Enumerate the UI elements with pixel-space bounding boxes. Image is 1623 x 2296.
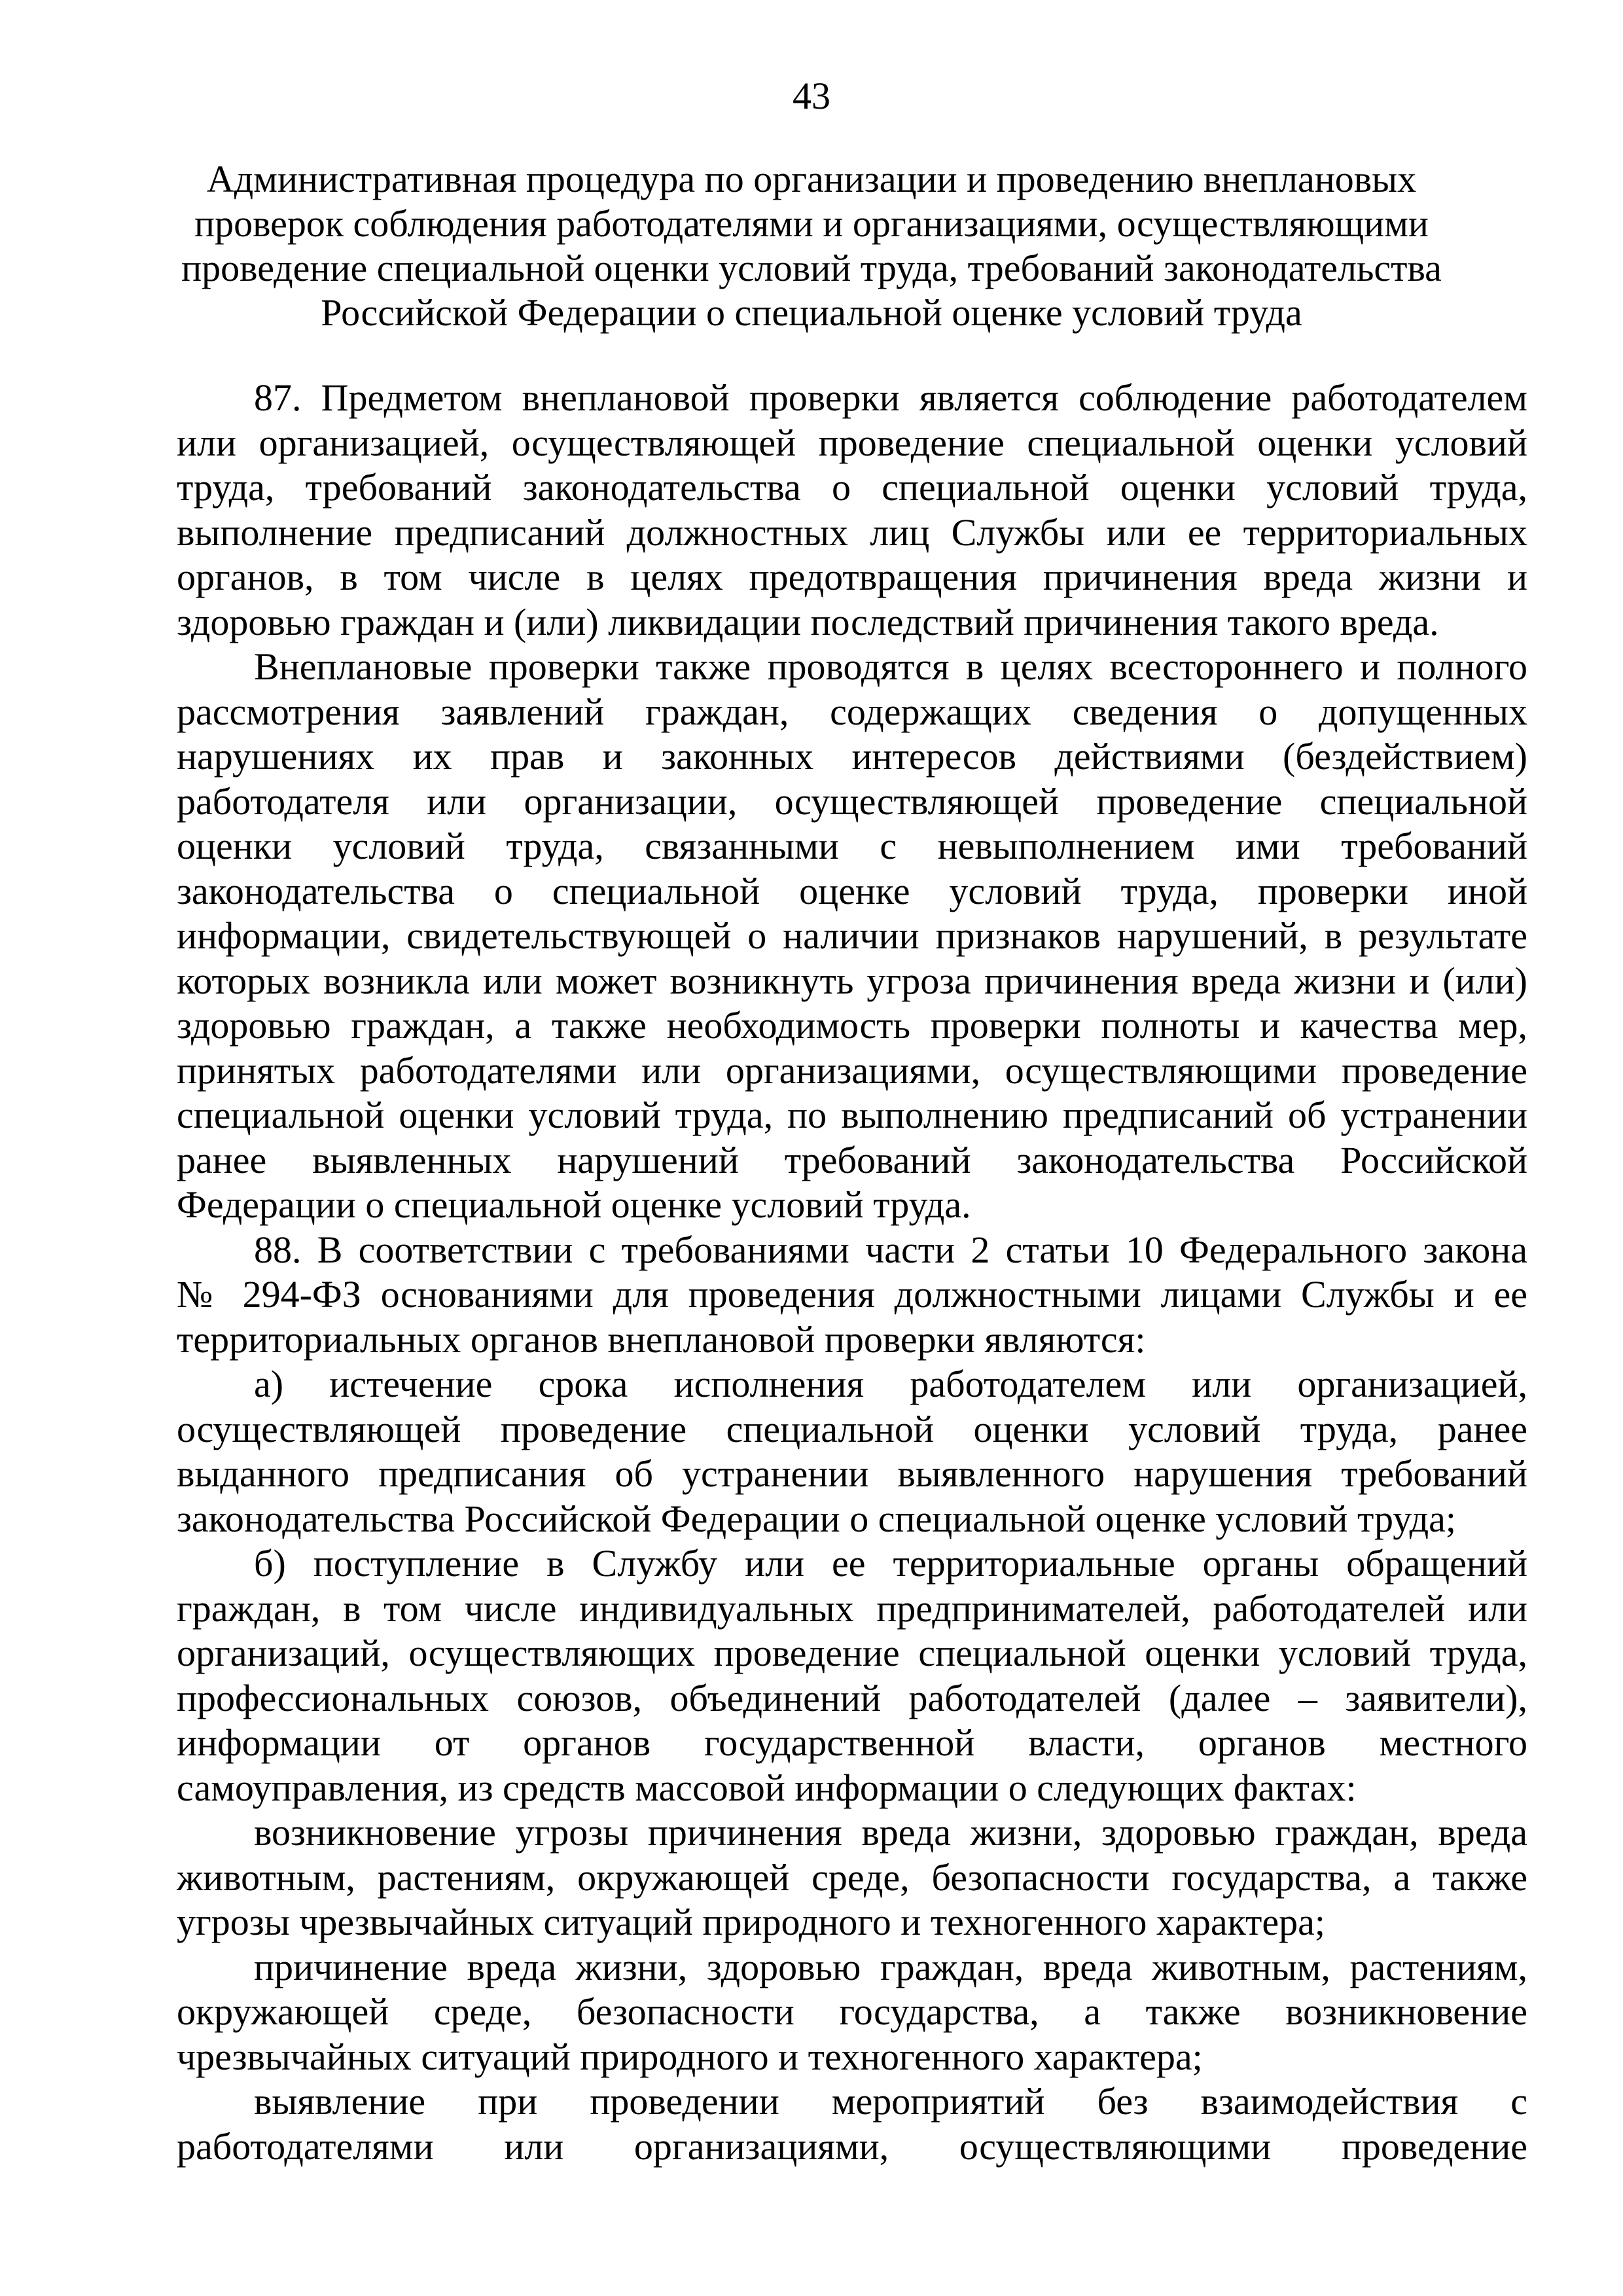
- text-line: органов, в том числе в целях предотвращения причинения вреда жизни и: [177, 556, 1527, 598]
- paragraph: [177, 1810, 1527, 1945]
- text-line: которых возникла или может возникнуть угроза причинения вреда жизни и (или): [177, 959, 1527, 1002]
- text-line: выданного предписания об устранении выявленного нарушения требований: [177, 1452, 1527, 1495]
- text-line: здоровью граждан и (или) ликвидации последствий причинения такого вреда.: [177, 600, 1439, 643]
- text-line: возникновение угрозы причинения вреда жизни, здоровью граждан, вреда: [254, 1811, 1527, 1854]
- page-number: 43: [793, 75, 830, 117]
- text-line: выполнение предписаний должностных лиц Службы или ее территориальных: [177, 511, 1527, 554]
- text-line: граждан, в том числе индивидуальных предпринимателей, работодателей или: [177, 1587, 1527, 1630]
- text-line: оценки условий труда, связанными с невыполнением ими требований: [177, 825, 1527, 867]
- paragraph: [177, 1362, 1527, 1541]
- paragraph: [177, 645, 1527, 1228]
- text-line: Внеплановые проверки также проводятся в целях всестороннего и полного: [254, 645, 1527, 688]
- text-line: 87. Предметом внеплановой проверки является соблюдение работодателем: [254, 376, 1527, 419]
- heading-line: Российской Федерации о специальной оценке условий труда: [321, 291, 1302, 334]
- text-line: работодателями или организациями, осуществляющими проведение: [177, 2125, 1527, 2168]
- section-heading: [164, 157, 1459, 335]
- text-line: информации, свидетельствующей о наличии признаков нарушений, в результате: [177, 914, 1527, 957]
- text-line: законодательства Российской Федерации о специальной оценке условий труда;: [177, 1497, 1456, 1540]
- text-line: здоровью граждан, а также необходимость проверки полноты и качества мер,: [177, 1004, 1527, 1047]
- paragraph: [177, 376, 1527, 645]
- text-line: б) поступление в Службу или ее территориальные органы обращений: [254, 1542, 1527, 1585]
- text-line: рассмотрения заявлений граждан, содержащих сведения о допущенных: [177, 690, 1527, 733]
- heading-line: проведение специальной оценки условий труда, требований законодательства: [181, 247, 1442, 289]
- text-line: информации от органов государственной власти, органов местного: [177, 1721, 1527, 1764]
- heading-line: проверок соблюдения работодателями и организациями, осуществляющими: [194, 202, 1429, 245]
- paragraph: [177, 1541, 1527, 1810]
- text-line: законодательства о специальной оценке условий труда, проверки иной: [177, 869, 1527, 912]
- text-line: самоуправления, из средств массовой информации о следующих фактах:: [177, 1766, 1357, 1809]
- paragraph: [177, 1945, 1527, 2080]
- text-line: причинение вреда жизни, здоровью граждан, вреда животным, растениям,: [254, 1945, 1527, 1988]
- text-line: Федерации о специальной оценке условий труда.: [177, 1183, 971, 1226]
- text-line: профессиональных союзов, объединений работодателей (далее – заявители),: [177, 1676, 1527, 1719]
- text-line: выявление при проведении мероприятий без взаимодействия с: [254, 2080, 1527, 2123]
- text-line: угрозы чрезвычайных ситуаций природного и техногенного характера;: [177, 1901, 1325, 1943]
- document-body: [177, 376, 1527, 2169]
- text-line: специальной оценки условий труда, по выполнению предписаний об устранении: [177, 1094, 1527, 1136]
- text-line: 88. В соответствии с требованиями части 2 статьи 10 Федерального закона: [254, 1228, 1527, 1271]
- text-line: ранее выявленных нарушений требований законодательства Российской: [177, 1138, 1527, 1181]
- text-line: животным, растениям, окружающей среде, безопасности государства, а также: [177, 1856, 1527, 1899]
- text-line: а) истечение срока исполнения работодателем или организацией,: [254, 1363, 1527, 1405]
- paragraph: [177, 1228, 1527, 1363]
- text-line: окружающей среде, безопасности государства, а также возникновение: [177, 1990, 1527, 2033]
- heading-line: Административная процедура по организации и проведению внеплановых: [206, 158, 1417, 200]
- text-line: нарушениях их прав и законных интересов действиями (бездействием): [177, 735, 1527, 778]
- text-line: осуществляющей проведение специальной оценки условий труда, ранее: [177, 1407, 1527, 1450]
- text-line: работодателя или организации, осуществляющей проведение специальной: [177, 780, 1527, 823]
- text-line: территориальных органов внеплановой проверки являются:: [177, 1318, 1146, 1361]
- text-line: труда, требований законодательства о специальной оценки условий труда,: [177, 466, 1527, 509]
- text-line: или организацией, осуществляющей проведение специальной оценки условий: [177, 421, 1527, 464]
- paragraph: [177, 2079, 1527, 2169]
- text-line: организаций, осуществляющих проведение специальной оценки условий труда,: [177, 1632, 1527, 1674]
- text-line: принятых работодателями или организациями, осуществляющими проведение: [177, 1049, 1527, 1092]
- text-line: № 294-ФЗ основаниями для проведения должностными лицами Службы и ее: [177, 1273, 1527, 1316]
- text-line: чрезвычайных ситуаций природного и техногенного характера;: [177, 2035, 1203, 2078]
